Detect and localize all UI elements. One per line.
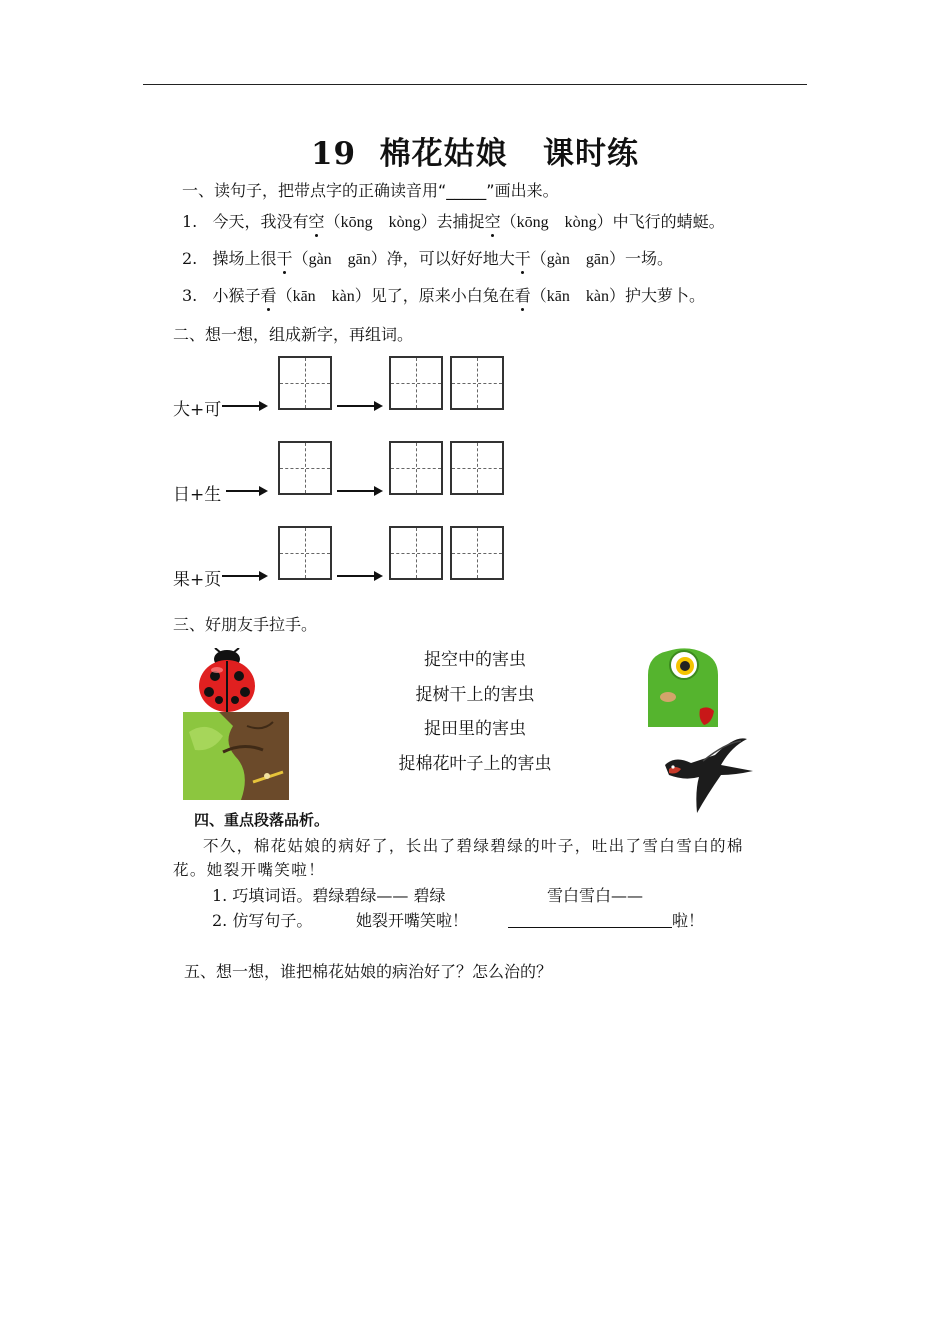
match-option-2[interactable]: 捉树干上的害虫 [415, 685, 535, 705]
item-text-a: 操场上很 [212, 249, 277, 268]
arrow-icon [337, 405, 381, 407]
q2-label: 2. 仿写句子。 [212, 911, 313, 930]
item-text-c: （kōng kòng）中飞行的蜻蜓。 [500, 214, 725, 231]
arrow-icon [226, 490, 266, 492]
item-text-a: 今天，我没有 [212, 212, 309, 231]
dotted-char: 空 [309, 209, 325, 232]
write-box[interactable] [389, 526, 443, 580]
q1-second: 雪白雪白—— [547, 886, 644, 905]
item-text-b: （gàn gān）净，可以好好地大 [292, 251, 515, 268]
write-box[interactable] [389, 356, 443, 410]
item-text-c: （gàn gān）一场。 [530, 251, 674, 268]
write-box[interactable] [389, 441, 443, 495]
combo-label-3: 果+页 [173, 570, 222, 590]
write-box[interactable] [450, 441, 504, 495]
match-option-3[interactable]: 捉田里的害虫 [424, 719, 526, 739]
section-4-heading: 四、重点段落品析。 [194, 811, 330, 829]
arrow-icon [337, 490, 381, 492]
page-title: 19 棉花姑娘 课时练 [310, 136, 640, 172]
item-number: 3. [182, 286, 198, 305]
q1-label: 1. 巧填词语。碧绿碧绿—— 碧绿 [212, 886, 446, 905]
dotted-char: 干 [515, 246, 531, 269]
item-number: 2. [182, 249, 198, 268]
header-rule [143, 84, 807, 85]
section-1-heading: 一、读句子，把带点字的正确读音用“_____”画出来。 [182, 181, 559, 200]
item-text-c: （kān kàn）护大萝卜。 [530, 288, 706, 305]
match-option-1[interactable]: 捉空中的害虫 [424, 650, 526, 670]
arrow-icon [337, 575, 381, 577]
answer-blank[interactable] [508, 927, 672, 928]
write-box[interactable] [450, 356, 504, 410]
q2-example: 她裂开嘴笑啦！ [356, 911, 469, 930]
section-2-heading: 二、想一想，组成新字，再组词。 [173, 325, 414, 344]
write-box[interactable] [278, 526, 332, 580]
write-box[interactable] [278, 441, 332, 495]
s1-item-1 [182, 209, 725, 232]
q2-tail: 啦！ [672, 911, 705, 930]
arrow-icon [222, 575, 266, 577]
write-box[interactable] [450, 526, 504, 580]
dotted-char: 看 [515, 283, 531, 306]
s1-item-3 [182, 283, 705, 306]
combo-label-2: 日+生 [173, 485, 222, 505]
dotted-char: 看 [261, 283, 277, 306]
dotted-char: 干 [277, 246, 293, 269]
section-3-heading: 三、好朋友手拉手。 [173, 615, 318, 634]
dotted-char: 空 [485, 209, 501, 232]
item-text-b: （kān kàn）见了，原来小白兔在 [276, 288, 515, 305]
passage-line-2: 花。她裂开嘴笑啦！ [173, 861, 326, 879]
write-box[interactable] [278, 356, 332, 410]
match-option-4[interactable]: 捉棉花叶子上的害虫 [398, 754, 552, 774]
arrow-icon [222, 405, 266, 407]
item-text-b: （kōng kòng）去捕捉 [324, 214, 485, 231]
s1-item-2 [182, 246, 673, 269]
item-text-a: 小猴子 [212, 286, 261, 305]
passage-line-1: 不久，棉花姑娘的病好了，长出了碧绿碧绿的叶子，吐出了雪白雪白的棉 [203, 837, 744, 855]
combo-label-1: 大+可 [173, 400, 222, 420]
item-number: 1. [182, 212, 198, 231]
section-5-heading: 五、想一想，谁把棉花姑娘的病治好了？怎么治的？ [184, 962, 553, 981]
